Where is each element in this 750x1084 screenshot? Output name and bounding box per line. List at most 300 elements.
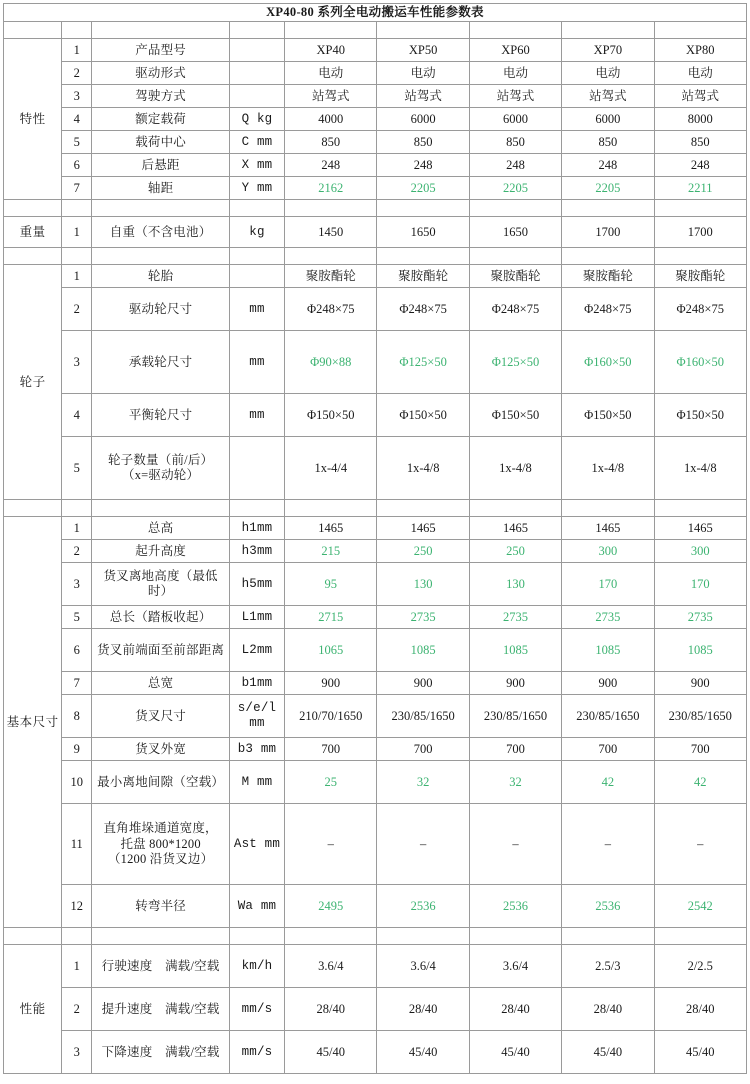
parameter-name: 承载轮尺寸 xyxy=(92,331,230,394)
parameter-unit: Ast mm xyxy=(229,804,284,885)
value-cell-XP70: 2.5/3 xyxy=(562,945,654,988)
value-cell-XP70: 42 xyxy=(562,761,654,804)
value-cell-XP70: 聚胺酯轮 xyxy=(562,265,654,288)
value-cell-XP70: – xyxy=(562,804,654,885)
parameter-unit xyxy=(229,265,284,288)
spacer-cell xyxy=(562,928,654,945)
value-cell-XP80: 1085 xyxy=(654,629,746,672)
value-cell-XP50: Φ150×50 xyxy=(377,394,469,437)
row-number: 3 xyxy=(62,85,92,108)
table-row xyxy=(4,131,747,154)
spacer-cell xyxy=(377,928,469,945)
table-row xyxy=(4,331,747,394)
spacer-cell xyxy=(285,500,377,517)
spacer-cell xyxy=(377,248,469,265)
value-cell-XP60: 2735 xyxy=(469,606,561,629)
value-cell-XP70: 248 xyxy=(562,154,654,177)
section-label-1: 重量 xyxy=(4,217,62,248)
value-cell-XP70: 1465 xyxy=(562,517,654,540)
value-cell-XP80: Φ150×50 xyxy=(654,394,746,437)
value-cell-XP40: 2495 xyxy=(285,885,377,928)
row-number: 1 xyxy=(62,39,92,62)
value-cell-XP80: Φ248×75 xyxy=(654,288,746,331)
spacer-cell xyxy=(562,248,654,265)
section-spacer-row xyxy=(4,248,747,265)
row-number: 6 xyxy=(62,154,92,177)
value-cell-XP50: 32 xyxy=(377,761,469,804)
parameter-name: 驱动轮尺寸 xyxy=(92,288,230,331)
spacer-cell xyxy=(92,500,230,517)
row-number: 1 xyxy=(62,945,92,988)
spacer-cell xyxy=(469,248,561,265)
parameter-name: 平衡轮尺寸 xyxy=(92,394,230,437)
value-cell-XP40: 站驾式 xyxy=(285,85,377,108)
value-cell-XP40: Φ90×88 xyxy=(285,331,377,394)
spacer-cell xyxy=(62,500,92,517)
parameter-name: 驾驶方式 xyxy=(92,85,230,108)
value-cell-XP60: Φ125×50 xyxy=(469,331,561,394)
spacer-cell xyxy=(229,22,284,39)
value-cell-XP50: 250 xyxy=(377,540,469,563)
value-cell-XP60: 130 xyxy=(469,563,561,606)
value-cell-XP70: 1x-4/8 xyxy=(562,437,654,500)
parameter-name: 总宽 xyxy=(92,672,230,695)
spacer-cell xyxy=(229,200,284,217)
value-cell-XP60: 2205 xyxy=(469,177,561,200)
parameter-unit: h3mm xyxy=(229,540,284,563)
value-cell-XP50: 2205 xyxy=(377,177,469,200)
table-row xyxy=(4,62,747,85)
value-cell-XP80: 1x-4/8 xyxy=(654,437,746,500)
row-number: 4 xyxy=(62,108,92,131)
value-cell-XP50: Φ248×75 xyxy=(377,288,469,331)
value-cell-XP40: 2715 xyxy=(285,606,377,629)
value-cell-XP40: 700 xyxy=(285,738,377,761)
spacer-cell xyxy=(285,928,377,945)
section-spacer-row xyxy=(4,200,747,217)
value-cell-XP60: 3.6/4 xyxy=(469,945,561,988)
spacer-cell xyxy=(229,248,284,265)
value-cell-XP60: 2536 xyxy=(469,885,561,928)
parameter-unit: mm xyxy=(229,288,284,331)
spacer-cell xyxy=(377,200,469,217)
value-cell-XP70: 6000 xyxy=(562,108,654,131)
value-cell-XP70: 2536 xyxy=(562,885,654,928)
value-cell-XP50: Φ125×50 xyxy=(377,331,469,394)
value-cell-XP50: 45/40 xyxy=(377,1031,469,1074)
parameter-unit: Wa mm xyxy=(229,885,284,928)
spacer-cell xyxy=(92,928,230,945)
table-row xyxy=(4,988,747,1031)
value-cell-XP80: – xyxy=(654,804,746,885)
value-cell-XP40: 45/40 xyxy=(285,1031,377,1074)
value-cell-XP50: 聚胺酯轮 xyxy=(377,265,469,288)
value-cell-XP80: 2542 xyxy=(654,885,746,928)
table-row xyxy=(4,885,747,928)
parameter-unit xyxy=(229,437,284,500)
value-cell-XP60: 1650 xyxy=(469,217,561,248)
spacer-cell xyxy=(654,22,746,39)
parameter-name: 轮子数量（前/后） （x=驱动轮） xyxy=(92,437,230,500)
value-cell-XP40: 1x-4/4 xyxy=(285,437,377,500)
spacer-cell xyxy=(654,200,746,217)
spec-sheet-page xyxy=(0,3,750,1084)
table-row xyxy=(4,177,747,200)
table-row xyxy=(4,394,747,437)
value-cell-XP80: 300 xyxy=(654,540,746,563)
parameter-unit: kg xyxy=(229,217,284,248)
parameter-unit: b1mm xyxy=(229,672,284,695)
value-cell-XP80: 聚胺酯轮 xyxy=(654,265,746,288)
value-cell-XP40: XP40 xyxy=(285,39,377,62)
value-cell-XP70: XP70 xyxy=(562,39,654,62)
spacer-cell xyxy=(562,22,654,39)
parameter-unit: km/h xyxy=(229,945,284,988)
row-number: 1 xyxy=(62,265,92,288)
value-cell-XP40: 2162 xyxy=(285,177,377,200)
value-cell-XP80: Φ160×50 xyxy=(654,331,746,394)
value-cell-XP80: XP80 xyxy=(654,39,746,62)
value-cell-XP60: 6000 xyxy=(469,108,561,131)
parameter-unit: L1mm xyxy=(229,606,284,629)
value-cell-XP40: 28/40 xyxy=(285,988,377,1031)
value-cell-XP70: 电动 xyxy=(562,62,654,85)
value-cell-XP40: – xyxy=(285,804,377,885)
spacer-cell xyxy=(229,928,284,945)
value-cell-XP40: 850 xyxy=(285,131,377,154)
value-cell-XP60: 45/40 xyxy=(469,1031,561,1074)
parameter-name: 轮胎 xyxy=(92,265,230,288)
value-cell-XP70: 300 xyxy=(562,540,654,563)
value-cell-XP50: 电动 xyxy=(377,62,469,85)
row-number: 3 xyxy=(62,563,92,606)
value-cell-XP50: 1085 xyxy=(377,629,469,672)
parameter-name: 额定载荷 xyxy=(92,108,230,131)
row-number: 7 xyxy=(62,177,92,200)
value-cell-XP50: – xyxy=(377,804,469,885)
table-row xyxy=(4,629,747,672)
parameter-name: 货叉前端面至前部距离 xyxy=(92,629,230,672)
parameter-name: 总高 xyxy=(92,517,230,540)
value-cell-XP50: 站驾式 xyxy=(377,85,469,108)
row-number: 8 xyxy=(62,695,92,738)
spacer-cell xyxy=(469,22,561,39)
value-cell-XP60: 32 xyxy=(469,761,561,804)
value-cell-XP70: 900 xyxy=(562,672,654,695)
row-number: 3 xyxy=(62,1031,92,1074)
section-spacer-row xyxy=(4,928,747,945)
table-row xyxy=(4,695,747,738)
value-cell-XP40: 3.6/4 xyxy=(285,945,377,988)
value-cell-XP80: 2735 xyxy=(654,606,746,629)
value-cell-XP50: 1650 xyxy=(377,217,469,248)
parameter-name: 货叉离地高度（最低时） xyxy=(92,563,230,606)
spacer-cell xyxy=(562,200,654,217)
value-cell-XP60: 1085 xyxy=(469,629,561,672)
parameter-unit: mm xyxy=(229,394,284,437)
spacer-cell xyxy=(4,248,62,265)
parameter-unit xyxy=(229,85,284,108)
value-cell-XP70: 站驾式 xyxy=(562,85,654,108)
value-cell-XP60: 聚胺酯轮 xyxy=(469,265,561,288)
row-number: 1 xyxy=(62,517,92,540)
value-cell-XP60: 电动 xyxy=(469,62,561,85)
spacer-cell xyxy=(285,200,377,217)
parameter-unit: s/e/l mm xyxy=(229,695,284,738)
spacer-cell xyxy=(654,500,746,517)
value-cell-XP50: 2735 xyxy=(377,606,469,629)
row-number: 12 xyxy=(62,885,92,928)
spacer-cell xyxy=(469,500,561,517)
value-cell-XP50: 28/40 xyxy=(377,988,469,1031)
value-cell-XP50: 6000 xyxy=(377,108,469,131)
value-cell-XP80: 8000 xyxy=(654,108,746,131)
parameter-name: 轴距 xyxy=(92,177,230,200)
table-row xyxy=(4,39,747,62)
value-cell-XP70: Φ150×50 xyxy=(562,394,654,437)
table-row xyxy=(4,265,747,288)
page-title: XP40-80 系列全电动搬运车性能参数表 xyxy=(4,4,747,22)
value-cell-XP60: 248 xyxy=(469,154,561,177)
value-cell-XP80: 2/2.5 xyxy=(654,945,746,988)
parameter-name: 行驶速度 满载/空载 xyxy=(92,945,230,988)
section-label-4: 性能 xyxy=(4,945,62,1074)
spacer-cell xyxy=(562,500,654,517)
row-number: 10 xyxy=(62,761,92,804)
value-cell-XP80: 900 xyxy=(654,672,746,695)
value-cell-XP50: 1465 xyxy=(377,517,469,540)
value-cell-XP40: 4000 xyxy=(285,108,377,131)
value-cell-XP40: 215 xyxy=(285,540,377,563)
spacer-cell xyxy=(285,248,377,265)
value-cell-XP70: 170 xyxy=(562,563,654,606)
value-cell-XP70: 28/40 xyxy=(562,988,654,1031)
value-cell-XP60: 900 xyxy=(469,672,561,695)
value-cell-XP70: 2735 xyxy=(562,606,654,629)
row-number: 5 xyxy=(62,131,92,154)
parameter-name: 货叉外宽 xyxy=(92,738,230,761)
parameter-unit: b3 mm xyxy=(229,738,284,761)
spacer-cell xyxy=(62,928,92,945)
table-row xyxy=(4,804,747,885)
row-number: 4 xyxy=(62,394,92,437)
title-row xyxy=(4,4,747,22)
spacer-cell xyxy=(469,928,561,945)
parameter-name: 转弯半径 xyxy=(92,885,230,928)
parameter-unit xyxy=(229,62,284,85)
table-row xyxy=(4,517,747,540)
table-row xyxy=(4,288,747,331)
section-label-2: 轮子 xyxy=(4,265,62,500)
row-number: 9 xyxy=(62,738,92,761)
row-number: 11 xyxy=(62,804,92,885)
table-row xyxy=(4,437,747,500)
table-row xyxy=(4,108,747,131)
value-cell-XP50: 230/85/1650 xyxy=(377,695,469,738)
row-number: 7 xyxy=(62,672,92,695)
value-cell-XP40: 聚胺酯轮 xyxy=(285,265,377,288)
specification-table xyxy=(3,3,747,1074)
spacer-cell xyxy=(285,22,377,39)
spacer-cell xyxy=(62,248,92,265)
spacer-cell xyxy=(4,500,62,517)
value-cell-XP60: 1465 xyxy=(469,517,561,540)
parameter-unit: Y mm xyxy=(229,177,284,200)
value-cell-XP70: 45/40 xyxy=(562,1031,654,1074)
value-cell-XP70: 1700 xyxy=(562,217,654,248)
table-row xyxy=(4,85,747,108)
parameter-unit: C mm xyxy=(229,131,284,154)
parameter-name: 起升高度 xyxy=(92,540,230,563)
value-cell-XP60: 1x-4/8 xyxy=(469,437,561,500)
table-row xyxy=(4,217,747,248)
table-row xyxy=(4,672,747,695)
value-cell-XP80: 站驾式 xyxy=(654,85,746,108)
spacer-cell xyxy=(4,200,62,217)
value-cell-XP50: 130 xyxy=(377,563,469,606)
section-label-0: 特性 xyxy=(4,39,62,200)
value-cell-XP40: 1065 xyxy=(285,629,377,672)
value-cell-XP70: 1085 xyxy=(562,629,654,672)
value-cell-XP50: 900 xyxy=(377,672,469,695)
value-cell-XP70: 850 xyxy=(562,131,654,154)
value-cell-XP80: 248 xyxy=(654,154,746,177)
row-number: 2 xyxy=(62,988,92,1031)
value-cell-XP40: 1465 xyxy=(285,517,377,540)
row-number: 2 xyxy=(62,288,92,331)
spacer-cell xyxy=(92,200,230,217)
row-number: 2 xyxy=(62,62,92,85)
value-cell-XP50: 700 xyxy=(377,738,469,761)
value-cell-XP40: 25 xyxy=(285,761,377,804)
value-cell-XP70: 2205 xyxy=(562,177,654,200)
value-cell-XP70: 230/85/1650 xyxy=(562,695,654,738)
parameter-unit: Q kg xyxy=(229,108,284,131)
spacer-cell xyxy=(92,248,230,265)
spacer-cell xyxy=(229,500,284,517)
value-cell-XP80: 850 xyxy=(654,131,746,154)
value-cell-XP60: 850 xyxy=(469,131,561,154)
value-cell-XP50: 3.6/4 xyxy=(377,945,469,988)
section-spacer-row xyxy=(4,500,747,517)
value-cell-XP50: 850 xyxy=(377,131,469,154)
table-row xyxy=(4,606,747,629)
value-cell-XP40: 1450 xyxy=(285,217,377,248)
spacer-cell xyxy=(4,928,62,945)
value-cell-XP60: – xyxy=(469,804,561,885)
spacer-cell xyxy=(377,500,469,517)
row-number: 1 xyxy=(62,217,92,248)
spacer-cell xyxy=(654,928,746,945)
value-cell-XP60: 250 xyxy=(469,540,561,563)
value-cell-XP60: Φ248×75 xyxy=(469,288,561,331)
row-number: 5 xyxy=(62,437,92,500)
parameter-unit: h5mm xyxy=(229,563,284,606)
parameter-name: 自重（不含电池） xyxy=(92,217,230,248)
value-cell-XP50: 2536 xyxy=(377,885,469,928)
spacer-cell xyxy=(92,22,230,39)
value-cell-XP80: 700 xyxy=(654,738,746,761)
value-cell-XP70: 700 xyxy=(562,738,654,761)
row-number: 6 xyxy=(62,629,92,672)
parameter-name: 最小离地间隙（空载） xyxy=(92,761,230,804)
parameter-name: 直角堆垛通道宽度， 托盘 800*1200 （1200 沿货叉边） xyxy=(92,804,230,885)
table-row xyxy=(4,154,747,177)
parameter-unit: mm/s xyxy=(229,1031,284,1074)
spacer-cell xyxy=(377,22,469,39)
value-cell-XP70: Φ248×75 xyxy=(562,288,654,331)
spacer-cell xyxy=(62,200,92,217)
section-label-3: 基本尺寸 xyxy=(4,517,62,928)
spacer-cell xyxy=(654,248,746,265)
value-cell-XP50: XP50 xyxy=(377,39,469,62)
value-cell-XP40: Φ150×50 xyxy=(285,394,377,437)
parameter-name: 后悬距 xyxy=(92,154,230,177)
parameter-unit: L2mm xyxy=(229,629,284,672)
value-cell-XP80: 230/85/1650 xyxy=(654,695,746,738)
parameter-unit: mm/s xyxy=(229,988,284,1031)
value-cell-XP40: 248 xyxy=(285,154,377,177)
value-cell-XP80: 42 xyxy=(654,761,746,804)
parameter-unit: X mm xyxy=(229,154,284,177)
value-cell-XP60: Φ150×50 xyxy=(469,394,561,437)
table-row xyxy=(4,945,747,988)
value-cell-XP80: 28/40 xyxy=(654,988,746,1031)
value-cell-XP40: Φ248×75 xyxy=(285,288,377,331)
value-cell-XP60: 站驾式 xyxy=(469,85,561,108)
value-cell-XP80: 电动 xyxy=(654,62,746,85)
value-cell-XP50: 248 xyxy=(377,154,469,177)
spacer-cell xyxy=(62,22,92,39)
value-cell-XP80: 170 xyxy=(654,563,746,606)
parameter-unit: mm xyxy=(229,331,284,394)
parameter-name: 下降速度 满载/空载 xyxy=(92,1031,230,1074)
value-cell-XP60: 28/40 xyxy=(469,988,561,1031)
table-row xyxy=(4,563,747,606)
value-cell-XP70: Φ160×50 xyxy=(562,331,654,394)
value-cell-XP50: 1x-4/8 xyxy=(377,437,469,500)
value-cell-XP80: 2211 xyxy=(654,177,746,200)
parameter-name: 载荷中心 xyxy=(92,131,230,154)
table-row xyxy=(4,761,747,804)
row-number: 3 xyxy=(62,331,92,394)
section-spacer-row xyxy=(4,22,747,39)
parameter-name: 驱动形式 xyxy=(92,62,230,85)
value-cell-XP60: 230/85/1650 xyxy=(469,695,561,738)
value-cell-XP40: 95 xyxy=(285,563,377,606)
parameter-name: 提升速度 满载/空载 xyxy=(92,988,230,1031)
parameter-unit: M mm xyxy=(229,761,284,804)
parameter-name: 产品型号 xyxy=(92,39,230,62)
row-number: 2 xyxy=(62,540,92,563)
spacer-cell xyxy=(469,200,561,217)
parameter-name: 总长（踏板收起） xyxy=(92,606,230,629)
value-cell-XP60: XP60 xyxy=(469,39,561,62)
parameter-unit xyxy=(229,39,284,62)
value-cell-XP80: 1700 xyxy=(654,217,746,248)
value-cell-XP80: 45/40 xyxy=(654,1031,746,1074)
value-cell-XP40: 210/70/1650 xyxy=(285,695,377,738)
value-cell-XP40: 电动 xyxy=(285,62,377,85)
table-row xyxy=(4,738,747,761)
table-row xyxy=(4,1031,747,1074)
parameter-unit: h1mm xyxy=(229,517,284,540)
value-cell-XP40: 900 xyxy=(285,672,377,695)
spacer-cell xyxy=(4,22,62,39)
value-cell-XP60: 700 xyxy=(469,738,561,761)
parameter-name: 货叉尺寸 xyxy=(92,695,230,738)
row-number: 5 xyxy=(62,606,92,629)
